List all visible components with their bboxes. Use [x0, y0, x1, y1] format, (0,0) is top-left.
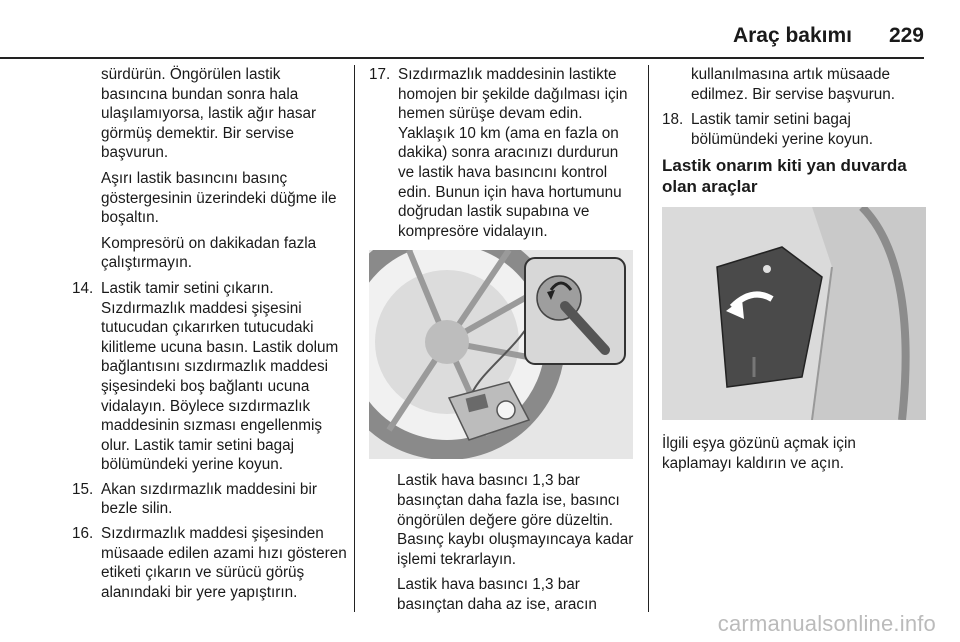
- step-number: 17.: [369, 66, 391, 83]
- column-1: [72, 65, 348, 607]
- column-divider: [354, 65, 355, 612]
- tire-compressor-illustration: [369, 250, 633, 459]
- step-number: 18.: [662, 111, 684, 129]
- paragraph: Lastik hava basıncı 1,3 bar basınçtan daha fazla ise, basıncı öngörülen değere göre düzeltin. Basınç kaybı oluşmayıncaya kadar işlemi tekrarlayın.: [397, 472, 634, 568]
- watermark: carmanualsonline.info: [717, 611, 936, 636]
- step-text: Sızdırmazlık maddesi şişesinden müsaade edilen azami hızı gösteren etiketi çıkarın ve sürücü görüş alanındaki bir yere yapıştırın.: [101, 525, 347, 601]
- column-3: [662, 65, 927, 480]
- step-18: [662, 110, 927, 149]
- paragraph: Aşırı lastik basıncını basınç göstergesinin üzerindeki düğme ile boşaltın.: [101, 169, 337, 227]
- step-number: 14.: [72, 279, 94, 297]
- step-text: Sızdırmazlık maddesinin lastikte homojen bir şekilde dağılması için hemen sürüşe devam edin. Yaklaşık 10 km (ama en fazla on dakika) sonra aracınızı durdurun ve lastik hava basıncını kontrol edin. Bunun için hava hortumunu doğrudan lastik supabına ve kompresöre vidalayın.: [398, 66, 628, 240]
- paragraph: İlgili eşya gözünü açmak için kaplamayı kaldırın ve açın.: [662, 435, 856, 472]
- step-text: Lastik tamir setini bagaj bölümündeki yerine koyun.: [691, 111, 873, 148]
- step-text: Akan sızdırmazlık maddesini bir bezle silin.: [101, 480, 317, 518]
- step-text: Lastik tamir setini çıkarın. Sızdırmazlık maddesi şişesini tutucudan çıkarırken tutucudaki kilitleme ucuna basın. Lastik dolum bağlantısını sızdırmazlık maddesi şişesindeki boş bağlantı ucuna vidalayın. Böylece sızdırmazlık maddesinin sızması engellenmiş olur. Lastik tamir setini bagaj bölümündeki yerine koyun.: [101, 279, 339, 474]
- paragraph: Kompresörü on dakikadan fazla çalıştırmayın.: [101, 234, 317, 272]
- step-14: [72, 279, 348, 475]
- continued-paragraph: kullanılmasına artık müsaade edilmez. Bir servise başvurun.: [691, 66, 896, 103]
- step-16: [72, 524, 348, 602]
- paragraph: Lastik hava basıncı 1,3 bar basınçtan daha az ise, aracın: [397, 576, 597, 613]
- trunk-side-wall-illustration: [662, 207, 926, 420]
- column-divider: [648, 65, 649, 612]
- running-header-section: Araç bakımı: [732, 24, 852, 47]
- step-15: [72, 480, 348, 519]
- step-number: 15.: [72, 480, 94, 498]
- step-17: [369, 65, 635, 241]
- step-number: 16.: [72, 525, 94, 543]
- continued-paragraph: sürdürün. Öngörülen lastik basıncına bundan sonra hala ulaşılamıyorsa, lastik ağır hasar görmüş demektir. Bir servise başvurun.: [101, 66, 317, 162]
- page-number: 229: [888, 24, 924, 47]
- column-2: [369, 65, 635, 621]
- header-rule: [0, 57, 924, 59]
- section-heading: Lastik onarım kiti yan duvarda olan araçlar: [662, 156, 907, 197]
